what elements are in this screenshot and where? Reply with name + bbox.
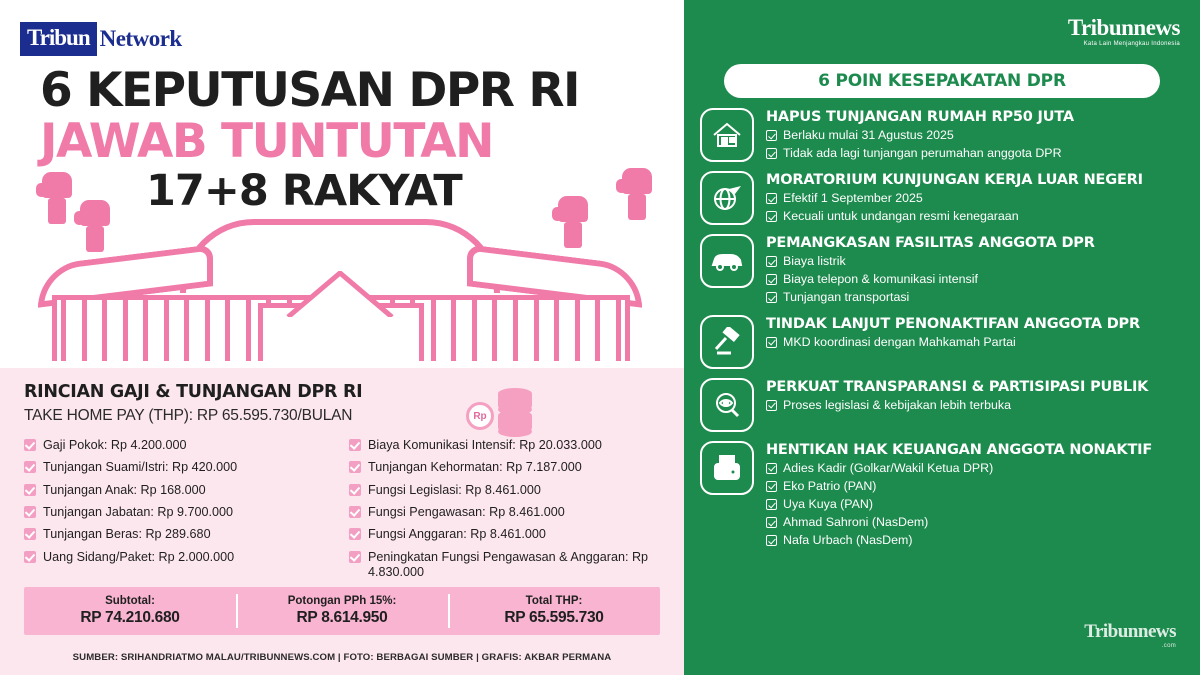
- check-icon: [766, 337, 777, 348]
- point-title: TINDAK LANJUT PENONAKTIFAN ANGGOTA DPR: [766, 315, 1140, 332]
- list-item: [349, 460, 660, 475]
- point-title: HAPUS TUNJANGAN RUMAH RP50 JUTA: [766, 109, 1074, 125]
- logo-box-text: Tribun: [20, 22, 97, 56]
- totals-bar: [24, 587, 660, 635]
- check-icon: [766, 193, 777, 204]
- total-value: RP 65.595.730: [504, 609, 604, 626]
- globe-plane-icon: [700, 171, 754, 225]
- list-item-label: Gaji Pokok: Rp 4.200.000: [43, 438, 187, 452]
- list-item-label: Fungsi Pengawasan: Rp 8.461.000: [368, 505, 565, 520]
- point-item: [700, 171, 1184, 225]
- point-bullet-label: Biaya telepon & komunikasi intensif: [783, 272, 978, 287]
- check-icon: [766, 400, 777, 411]
- point-bullet-label: Ahmad Sahroni (NasDem): [783, 515, 929, 530]
- check-icon: [24, 506, 36, 518]
- check-icon: [766, 274, 777, 285]
- tribun-network-logo: [20, 22, 182, 56]
- check-icon: [766, 211, 777, 222]
- point-bullet-label: Nafa Urbach (NasDem): [783, 533, 913, 548]
- salary-right-list: [349, 438, 660, 588]
- point-body: [766, 378, 1184, 432]
- list-item: [349, 527, 660, 542]
- point-bullet-label: Kecuali untuk undangan resmi kenegaraan: [783, 209, 1019, 224]
- watermark-subtext: .com: [1161, 643, 1176, 649]
- check-icon: [766, 481, 777, 492]
- salary-section: [0, 368, 684, 675]
- check-icon: [766, 535, 777, 546]
- point-bullet-label: Berlaku mulai 31 Agustus 2025: [783, 128, 954, 143]
- total-deduction: [236, 587, 448, 635]
- list-item-label: Peningkatan Fungsi Pengawasan & Anggaran: Rp 4.830.000: [368, 549, 649, 580]
- total-label: Total THP:: [525, 595, 583, 607]
- tribunnews-logo: [1068, 16, 1180, 47]
- fist-icon-right-2: [622, 168, 652, 220]
- point-body: [766, 108, 1184, 162]
- list-item: [24, 550, 335, 565]
- right-panel-title: 6 POIN KESEPAKATAN DPR: [818, 71, 1066, 91]
- salary-title: RINCIAN GAJI & TUNJANGAN DPR RI: [24, 382, 363, 402]
- point-bullet-label: Proses legislasi & kebijakan lebih terbuka: [783, 397, 1011, 412]
- point-body: [766, 234, 1184, 306]
- point-bullet: [766, 191, 1184, 206]
- list-item-label: Tunjangan Jabatan: Rp 9.700.000: [43, 505, 233, 520]
- point-bullet: [766, 398, 1184, 413]
- left-top-section: [0, 0, 684, 368]
- list-item: [24, 483, 335, 498]
- list-item: [349, 550, 660, 581]
- logo-word-text: Network: [99, 26, 182, 51]
- point-bullet: [766, 272, 1184, 287]
- list-item-label: Fungsi Legislasi: Rp 8.461.000: [368, 482, 541, 497]
- point-bullet-label: Efektif 1 September 2025: [783, 191, 923, 206]
- headline: [40, 63, 660, 216]
- check-icon: [24, 551, 36, 563]
- point-title: HENTIKAN HAK KEUANGAN ANGGOTA NONAKTIF: [766, 441, 1153, 458]
- point-bullet-label: Tunjangan transportasi: [783, 290, 910, 305]
- point-bullet: [766, 497, 1184, 512]
- point-bullet-label: Tidak ada lagi tunjangan perumahan anggota DPR: [783, 146, 1062, 161]
- point-bullet-label: Biaya listrik: [783, 254, 846, 269]
- total-label: Potongan PPh 15%:: [287, 595, 397, 607]
- point-bullet: [766, 254, 1184, 269]
- car-icon: [700, 234, 754, 288]
- headline-line-3: 17+8 RAKYAT: [146, 165, 462, 216]
- point-body: [766, 441, 1184, 549]
- check-icon: [766, 292, 777, 303]
- check-icon: [766, 463, 777, 474]
- point-bullet: [766, 533, 1184, 548]
- watermark-logo: [1084, 622, 1176, 649]
- point-bullet: [766, 515, 1184, 530]
- dpr-building-illustration: [30, 215, 650, 365]
- point-item: [700, 315, 1184, 369]
- check-icon: [24, 484, 36, 496]
- point-bullet: [766, 335, 1184, 350]
- list-item-label: Tunjangan Suami/Istri: Rp 420.000: [43, 460, 238, 475]
- point-title: PEMANGKASAN FASILITAS ANGGOTA DPR: [766, 235, 1095, 251]
- rupiah-coin-label: Rp: [466, 402, 494, 430]
- list-item-label: Tunjangan Kehormatan: Rp 7.187.000: [368, 460, 582, 475]
- check-icon: [24, 439, 36, 451]
- list-item-label: Tunjangan Anak: Rp 168.000: [43, 482, 206, 497]
- check-icon: [349, 551, 361, 563]
- point-bullet-label: Eko Patrio (PAN): [783, 478, 877, 493]
- total-value: RP 74.210.680: [80, 609, 180, 626]
- check-icon: [766, 130, 777, 141]
- list-item-label: Tunjangan Beras: Rp 289.680: [43, 527, 211, 542]
- total-value: RP 8.614.950: [296, 609, 388, 626]
- list-item: [24, 505, 335, 520]
- list-item: [349, 438, 660, 453]
- headline-line-2: JAWAB TUNTUTAN: [40, 114, 493, 170]
- list-item-label: Biaya Komunikasi Intensif: Rp 20.033.000: [368, 438, 602, 452]
- check-icon: [766, 148, 777, 159]
- list-item: [349, 483, 660, 498]
- right-panel-title-pill: [724, 64, 1160, 98]
- right-panel: [684, 0, 1200, 675]
- wallet-icon: [700, 441, 754, 495]
- list-item: [24, 460, 335, 475]
- list-item: [24, 438, 335, 453]
- watermark-text: Tribunnews: [1084, 621, 1176, 642]
- salary-left-list: [24, 438, 335, 588]
- check-icon: [349, 439, 361, 451]
- coins-icon: [464, 382, 534, 434]
- tribunnews-logo-tagline: Kata Lain Menjangkau Indonesia: [1083, 41, 1180, 47]
- tribunnews-logo-text: Tribunnews: [1067, 15, 1180, 40]
- point-bullet: [766, 461, 1184, 476]
- agreement-points-list: [700, 108, 1184, 557]
- check-icon: [766, 256, 777, 267]
- check-icon: [349, 461, 361, 473]
- check-icon: [766, 517, 777, 528]
- point-bullet-label: Adies Kadir (Golkar/Wakil Ketua DPR): [783, 460, 994, 475]
- source-credit: SUMBER: SRIHANDRIATMO MALAU/TRIBUNNEWS.COM | FOTO: BERBAGAI SUMBER | GRAFIS: AKBAR PERMANA: [72, 652, 612, 663]
- list-item-label: Fungsi Anggaran: Rp 8.461.000: [368, 527, 546, 542]
- total-subtotal: [24, 587, 236, 635]
- list-item: [24, 527, 335, 542]
- check-icon: [24, 528, 36, 540]
- check-icon: [349, 484, 361, 496]
- check-icon: [349, 506, 361, 518]
- point-bullet: [766, 479, 1184, 494]
- point-item: [700, 441, 1184, 549]
- point-bullet: [766, 146, 1184, 161]
- gavel-icon: [700, 315, 754, 369]
- point-bullet: [766, 128, 1184, 143]
- check-icon: [349, 528, 361, 540]
- point-bullet-label: MKD koordinasi dengan Mahkamah Partai: [783, 334, 1016, 349]
- point-title: MORATORIUM KUNJUNGAN KERJA LUAR NEGERI: [766, 172, 1143, 188]
- total-thp: [448, 587, 660, 635]
- point-bullet-label: Uya Kuya (PAN): [783, 497, 873, 512]
- point-body: [766, 315, 1184, 369]
- house-icon: [700, 108, 754, 162]
- check-icon: [766, 499, 777, 510]
- check-icon: [24, 461, 36, 473]
- magnifier-eye-icon: [700, 378, 754, 432]
- point-bullet: [766, 209, 1184, 224]
- total-label: Subtotal:: [105, 595, 155, 607]
- point-title: PERKUAT TRANSPARANSI & PARTISIPASI PUBLIK: [766, 378, 1149, 395]
- point-item: [700, 108, 1184, 162]
- point-bullet: [766, 290, 1184, 305]
- point-item: [700, 378, 1184, 432]
- list-item: [349, 505, 660, 520]
- point-item: [700, 234, 1184, 306]
- point-body: [766, 171, 1184, 225]
- headline-line-1: 6 KEPUTUSAN DPR RI: [40, 63, 580, 118]
- salary-subtitle: TAKE HOME PAY (THP): RP 65.595.730/BULAN: [24, 407, 353, 424]
- list-item-label: Uang Sidang/Paket: Rp 2.000.000: [43, 549, 235, 564]
